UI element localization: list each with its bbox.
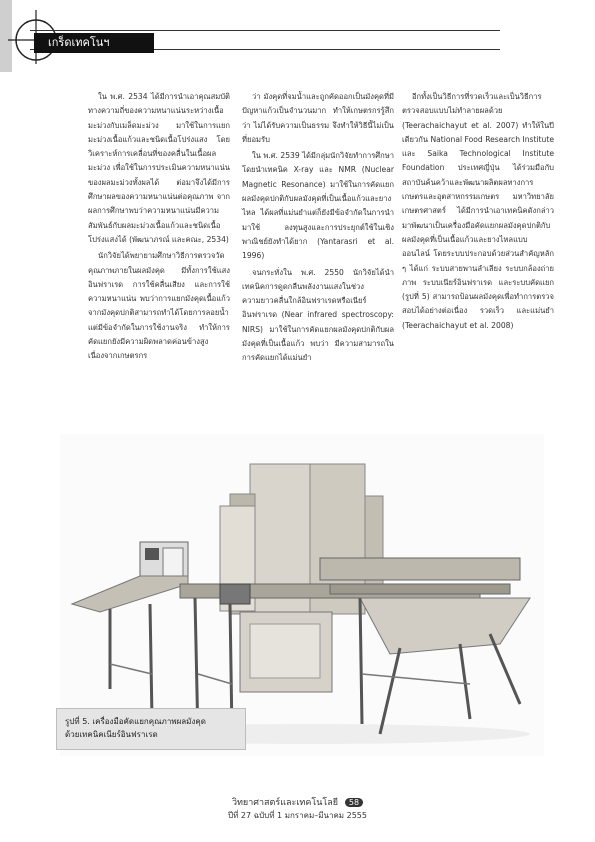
caption-line-1: รูปที่ 5. เครื่องมือคัดแยกคุณภาพผลมังคุด [65, 717, 206, 726]
issue-info: ปีที่ 27 ฉบับที่ 1 มกราคม–มีนาคม 2555 [228, 811, 367, 820]
text-column-1 [88, 90, 230, 366]
paragraph: อีกทั้งเป็นวิธีการที่รวดเร็วและเป็นวิธีการตรวจสอบแบบไม่ทำลายผลด้วย (Teerachaichayut et al. 2007) ทำให้ในปีเดียวกัน National Food Research Institute และ Saika Technological Institute Foundation ประเทศญี่ปุ่น ได้ร่วมมือกับสถาบันค้นคว้าและพัฒนาผลิตผลทางการเกษตรและอุตสาหกรรมเกษตร มหาวิทยาลัยเกษตรศาสตร์ ได้มีการนำเอาเทคนิคดังกล่าวมาพัฒนาเป็นเครื่องมือคัดแยกผลมังคุดปกติกับผลมังคุดที่เป็นเนื้อแก้วและยางไหลแบบออนไลน์ โดยระบบประกอบด้วยส่วนสำคัญหลัก ๆ ได้แก่ ระบบสายพานลำเลียง ระบบกล้องถ่ายภาพ ระบบเนียร์อินฟราเรด และระบบคัดแยก (รูปที่ 5) สามารถป้อนผลมังคุดเพื่อทำการตรวจสอบได้อย่างต่อเนื่อง รวดเร็ว และแม่นยำ (Teerachaichayut et al. 2008) [402, 92, 554, 330]
footer-line-1 [200, 795, 395, 809]
paragraph: ใน พ.ศ. 2534 ได้มีการนำเอาคุณสมบัติทางความถี่ของความหนาแน่นระหว่างเนื้อมะม่วงกับเมล็ดมะม่วง มาใช้ในการแยกมะม่วงเนื้อแก้วและชนิดเนื้อโปร่งแสง โดยวิเคราะห์การเคลื่อนที่ของคลื่นในเนื้อผลมะม่วง เพื่อใช้ในการประเมินความหนาแน่นของผลมะม่วงทั้งผลได้ ต่อมาจึงได้มีการศึกษาผลของความหนาแน่นต่อคุณภาพ จากผลการศึกษาพบว่าความหนาแน่นมีความสัมพันธ์กับผลมะม่วงเนื้อแก้วและชนิดเนื้อโปร่งแสงได้ (พัฒนาภรณ์ และคณะ, 2534) [88, 92, 230, 244]
paragraph: จนกระทั่งใน พ.ศ. 2550 นักวิจัยได้นำเทคนิคการดูดกลืนพลังงานแสงในช่วงความยาวคลื่นใกล้อินฟราเรดหรือเนียร์อินฟราเรด (Near infrared spectroscopy: NIRS) มาใช้ในการคัดแยกผลมังคุดปกติกับผลมังคุดที่เป็นเนื้อแก้ว พบว่า มีความสามารถในการคัดแยกได้แม่นยำ [242, 267, 394, 363]
magazine-name: วิทยาศาสตร์และเทคโนโลยี [231, 798, 338, 808]
paragraph: ว่า มังคุดที่จมน้ำและถูกคัดออกเป็นมังคุดที่มีปัญหาแก้วเป็นจำนวนมาก ทำให้เกษตรกรรู้สึกว่า ไม่ได้รับความเป็นธรรม จึงทำให้วิธีนี้ไม่เป็นที่ยอมรับ [242, 92, 394, 144]
paragraph: นักวิจัยได้พยายามศึกษาวิธีการตรวจวัดคุณภาพภายในผลมังคุด มีทั้งการใช้แสงอินฟราเรด การใช้คลื่นเสียง และการใช้ความหนาแน่น พบว่าการแยกมังคุดเนื้อแก้วจากมังคุดปกติสามารถทำได้โดยการลอยน้ำ แต่มีข้อจำกัดในการใช้งานจริง ทำให้การคัดแยกยังมีความผิดพลาดค่อนข้างสูง เนื่องจากเกษตรกร [88, 251, 230, 361]
text-column-2 [242, 90, 394, 368]
paragraph: ใน พ.ศ. 2539 ได้มีกลุ่มนักวิจัยทำการศึกษาโดยนำเทคนิค X-ray และ NMR (Nuclear Magnetic Resonance) มาใช้ในการคัดแยกผลมังคุดปกติกับผลมังคุดที่เป็นเนื้อแก้วและยางไหล ได้ผลที่แม่นยำแต่ก็ยังมีข้อจำกัดในการนำมาใช้ ลงทุนสูงและการประยุกต์ใช้ในเชิงพาณิชย์ยังทำได้ยาก (Yantarasri et al. 1996) [242, 151, 394, 261]
page-footer [200, 795, 395, 822]
figure-caption [56, 708, 246, 750]
page-number: 58 [345, 798, 363, 807]
text-column-3 [402, 90, 554, 335]
section-title: เกร็ดเทคโนฯ [34, 33, 154, 53]
caption-line-2: ด้วยเทคนิคเนียร์อินฟราเรด [65, 730, 158, 739]
